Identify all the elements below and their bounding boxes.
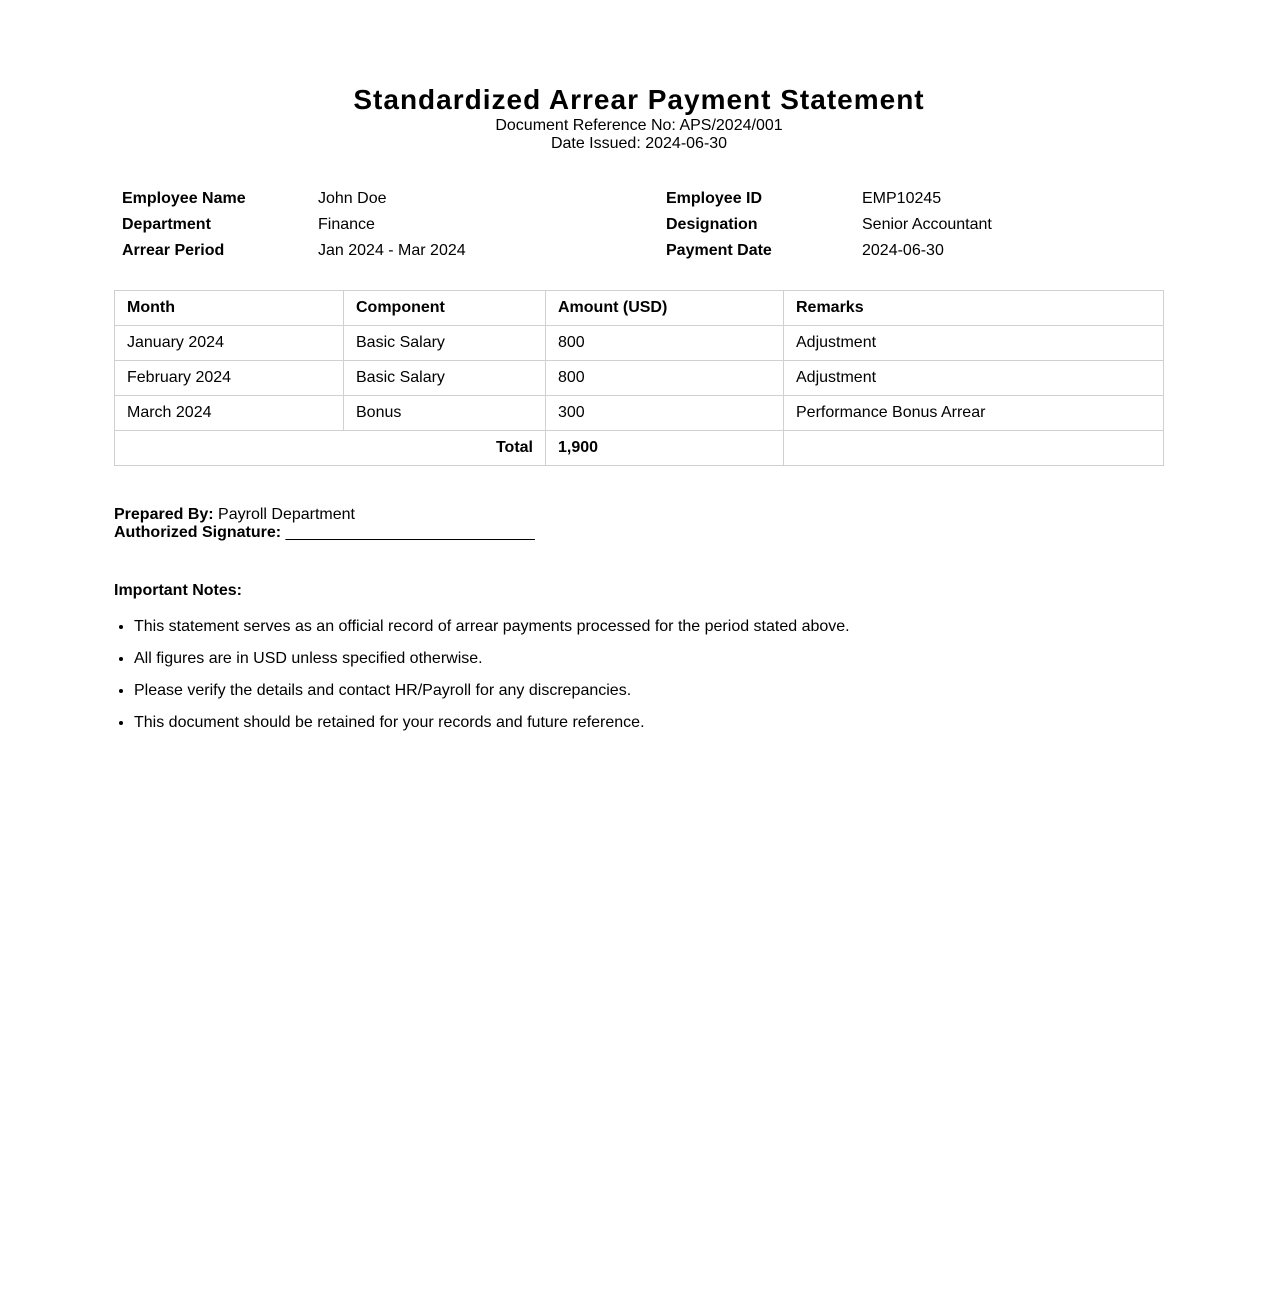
employee-name-value: John Doe [318,190,387,207]
authorized-signature [114,524,1164,542]
cell-remarks: Adjustment [784,326,1164,361]
prepared-by-label: Prepared By: [114,506,214,523]
reference-label: Document Reference No: [495,117,676,134]
table-row [115,361,1164,396]
cell-month: January 2024 [115,326,344,361]
payment-date-label: Payment Date [666,242,772,259]
cell-component: Basic Salary [344,361,546,396]
employee-name-label: Employee Name [122,190,246,207]
table-row [115,326,1164,361]
cell-month: March 2024 [115,396,344,431]
cell-amount: 800 [546,326,784,361]
column-header-amount: Amount (USD) [546,291,784,326]
document-header [114,83,1164,153]
column-header-component: Component [344,291,546,326]
list-item: • This document should be retained for your records and future reference. [134,714,1164,732]
cell-amount: 300 [546,396,784,431]
signature-line: ____________________________ [285,524,535,541]
important-notes [114,582,1164,732]
prepared-by [114,506,1164,524]
info-row [122,212,992,238]
date-issued-label: Date Issued: [550,135,641,152]
payment-date-value: 2024-06-30 [862,242,944,259]
list-item: • This statement serves as an official record of arrear payments processed for the period stated above. [134,618,1164,636]
employee-id-value: EMP10245 [862,190,942,207]
employee-info-table [122,186,992,264]
arrear-period-value: Jan 2024 - Mar 2024 [318,242,466,259]
arrear-period-label: Arrear Period [122,242,225,259]
signature-label: Authorized Signature: [114,524,282,541]
total-remarks-empty [784,431,1164,466]
statement-page [114,0,1164,732]
column-header-remarks: Remarks [784,291,1164,326]
list-item: • Please verify the details and contact HR/Payroll for any discrepancies. [134,682,1164,700]
document-title: Standardized Arrear Payment Statement [353,84,925,115]
notes-list [114,618,1164,732]
info-row [122,186,992,212]
table-header-row [115,291,1164,326]
reference-value: APS/2024/001 [679,117,783,134]
date-issued [114,135,1164,153]
designation-label: Designation [666,216,758,233]
signoff-block [114,506,1164,542]
cell-remarks: Adjustment [784,361,1164,396]
cell-remarks: Performance Bonus Arrear [784,396,1164,431]
total-row [115,431,1164,466]
document-reference [114,117,1164,135]
info-row [122,238,992,264]
employee-id-label: Employee ID [666,190,763,207]
arrear-table [114,290,1164,466]
cell-component: Basic Salary [344,326,546,361]
column-header-month: Month [115,291,344,326]
notes-title: Important Notes: [114,582,242,599]
cell-amount: 800 [546,361,784,396]
cell-month: February 2024 [115,361,344,396]
table-row [115,396,1164,431]
date-issued-value: 2024-06-30 [645,135,728,152]
list-item: • All figures are in USD unless specified otherwise. [134,650,1164,668]
prepared-by-value: Payroll Department [218,506,355,523]
designation-value: Senior Accountant [862,216,992,233]
total-value: 1,900 [546,431,784,466]
department-value: Finance [318,216,375,233]
department-label: Department [122,216,211,233]
total-label: Total [115,431,546,466]
cell-component: Bonus [344,396,546,431]
